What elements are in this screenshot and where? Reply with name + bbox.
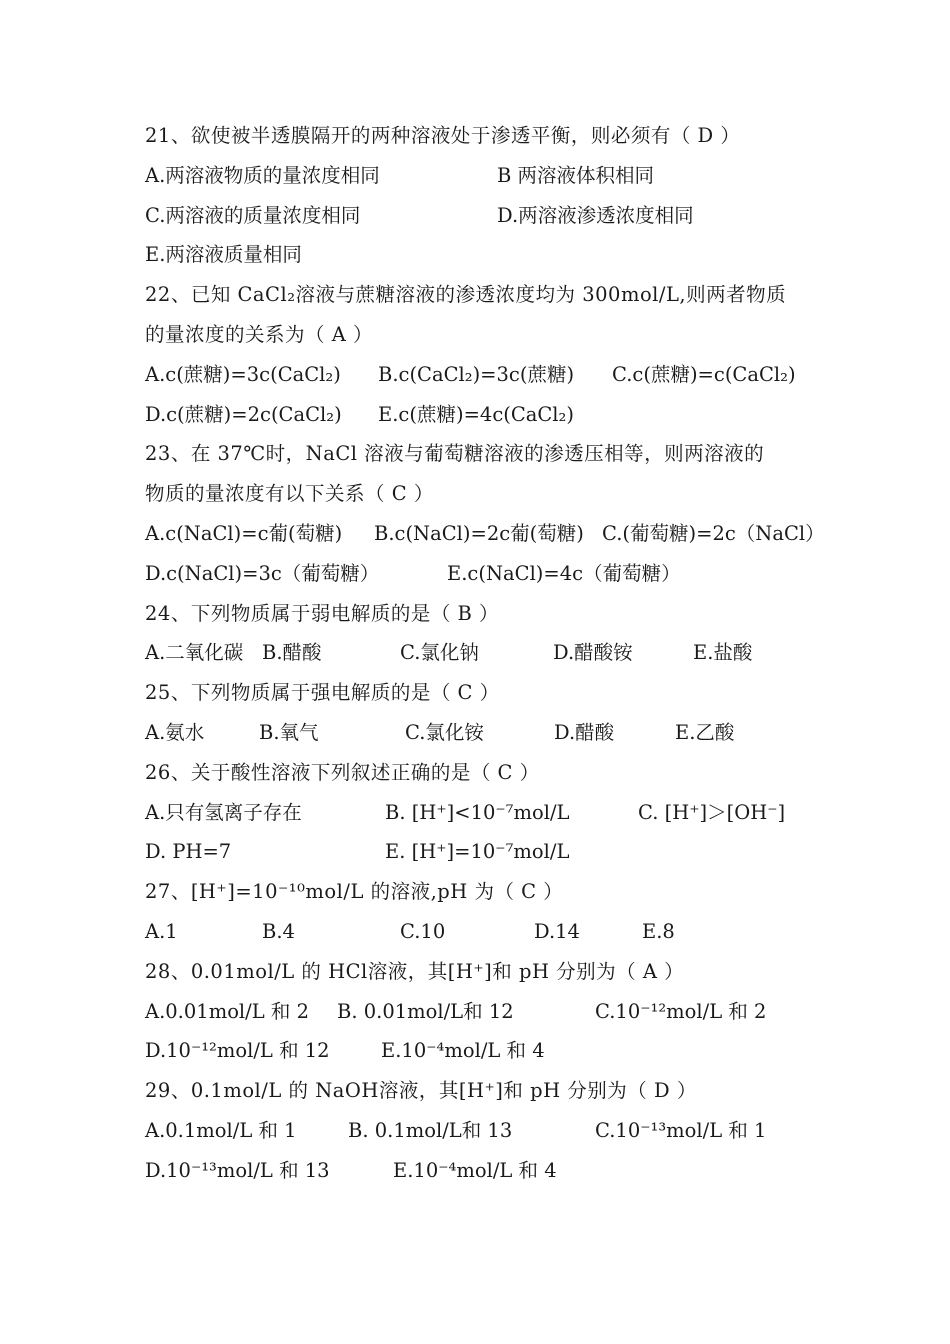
answer-option: D.醋酸 [554, 721, 615, 744]
option-row [145, 715, 820, 751]
answer-option: B.c(CaCl₂)=3c(蔗糖) [378, 362, 575, 386]
answer-option: E.8 [642, 920, 675, 943]
answer-option: A.c(NaCl)=c葡(萄糖) [145, 522, 343, 545]
answer-option: D.10⁻¹³mol/L 和 13 [145, 1158, 330, 1182]
answer-option: C.10 [400, 920, 446, 943]
option-row [145, 516, 825, 552]
answer-option: E.10⁻⁴mol/L 和 4 [393, 1158, 557, 1182]
answer-option: D. PH=7 [145, 840, 232, 864]
option-row [145, 357, 820, 393]
answer-option: A.0.1mol/L 和 1 [145, 1119, 297, 1142]
answer-option: C.10⁻¹²mol/L 和 2 [595, 999, 767, 1023]
option-row [145, 1033, 820, 1069]
answer-option: C.氯化铵 [405, 721, 484, 744]
answer-option: E.10⁻⁴mol/L 和 4 [381, 1039, 545, 1063]
option-row [145, 635, 820, 671]
answer-option: A.只有氢离子存在 [145, 800, 302, 824]
answer-option: E.c(NaCl)=4c（葡萄糖） [447, 561, 681, 585]
question-stem: 28、0.01mol/L 的 HCl溶液，其[H⁺]和 pH 分别为（ A ） [145, 959, 685, 983]
question-stem: 27、[H⁺]=10⁻¹⁰mol/L 的溶液,pH 为（ C ） [145, 880, 564, 904]
option-row [145, 1113, 820, 1149]
option-row [145, 834, 820, 870]
answer-option: D.c(蔗糖)=2c(CaCl₂) [145, 402, 342, 426]
question-stem: 29、0.1mol/L 的 NaOH溶液，其[H⁺]和 pH 分别为（ D ） [145, 1079, 697, 1103]
question-stem: 26、关于酸性溶液下列叙述正确的是（ C ） [145, 760, 540, 784]
answer-option: A.两溶液物质的量浓度相同 [145, 163, 380, 187]
option-row [145, 237, 820, 273]
answer-option: A.氨水 [145, 721, 205, 744]
answer-option: C.c(蔗糖)=c(CaCl₂) [612, 362, 796, 386]
question-stem-continued: 的量浓度的关系为（ A ） [145, 323, 373, 346]
answer-option: B.醋酸 [262, 641, 322, 665]
option-row [145, 914, 820, 950]
question-stem: 22、已知 CaCl₂溶液与蔗糖溶液的渗透浓度均为 300mol/L,则两者物质 [145, 283, 787, 307]
answer-option: D.10⁻¹²mol/L 和 12 [145, 1039, 330, 1063]
question-stem: 23、在 37℃时，NaCl 溶液与葡萄糖溶液的渗透压相等，则两溶液的 [145, 442, 765, 466]
answer-option: E. [H⁺]=10⁻⁷mol/L [385, 840, 570, 864]
answer-option: E.c(蔗糖)=4c(CaCl₂) [378, 402, 574, 426]
option-row [145, 556, 820, 592]
answer-option: D.14 [534, 920, 580, 943]
answer-option: C.两溶液的质量浓度相同 [145, 203, 361, 227]
option-row [145, 397, 820, 433]
answer-option: B. [H⁺]<10⁻⁷mol/L [385, 800, 570, 824]
answer-option: C.氯化钠 [400, 641, 479, 665]
answer-option: A.0.01mol/L 和 2 [145, 999, 309, 1023]
question-stem-continued: 物质的量浓度有以下关系（ C ） [145, 482, 434, 506]
answer-option: B 两溶液体积相同 [497, 163, 655, 187]
option-row [145, 198, 820, 234]
answer-option: D.两溶液渗透浓度相同 [497, 203, 694, 227]
answer-option: B.c(NaCl)=2c葡(萄糖) [374, 522, 584, 545]
question-stem: 24、下列物质属于弱电解质的是（ B ） [145, 601, 500, 625]
answer-option: E.盐酸 [693, 641, 753, 665]
answer-option: B. 0.1mol/L和 13 [348, 1119, 513, 1142]
option-row [145, 994, 820, 1030]
question-stem: 25、下列物质属于强电解质的是（ C ） [145, 681, 500, 705]
answer-option: E.两溶液质量相同 [145, 243, 302, 267]
answer-option: C.(葡萄糖)=2c（NaCl） [602, 522, 825, 545]
option-row [145, 795, 820, 831]
answer-option: C.10⁻¹³mol/L 和 1 [595, 1119, 767, 1142]
answer-option: A.1 [145, 920, 178, 943]
answer-option: C. [H⁺]＞[OH⁻] [638, 800, 786, 824]
option-row [145, 1153, 820, 1189]
answer-option: B. 0.01mol/L和 12 [337, 999, 514, 1023]
answer-option: D.醋酸铵 [553, 641, 633, 665]
answer-option: B.4 [262, 920, 295, 943]
answer-option: A.c(蔗糖)=3c(CaCl₂) [145, 362, 341, 386]
answer-option: D.c(NaCl)=3c（葡萄糖） [145, 561, 380, 585]
answer-option: B.氧气 [259, 721, 319, 744]
answer-option: A.二氧化碳 [145, 641, 244, 665]
answer-option: E.乙酸 [675, 721, 735, 744]
option-row [145, 158, 820, 194]
question-stem: 21、欲使被半透膜隔开的两种溶液处于渗透平衡，则必须有（ D ） [145, 124, 741, 147]
